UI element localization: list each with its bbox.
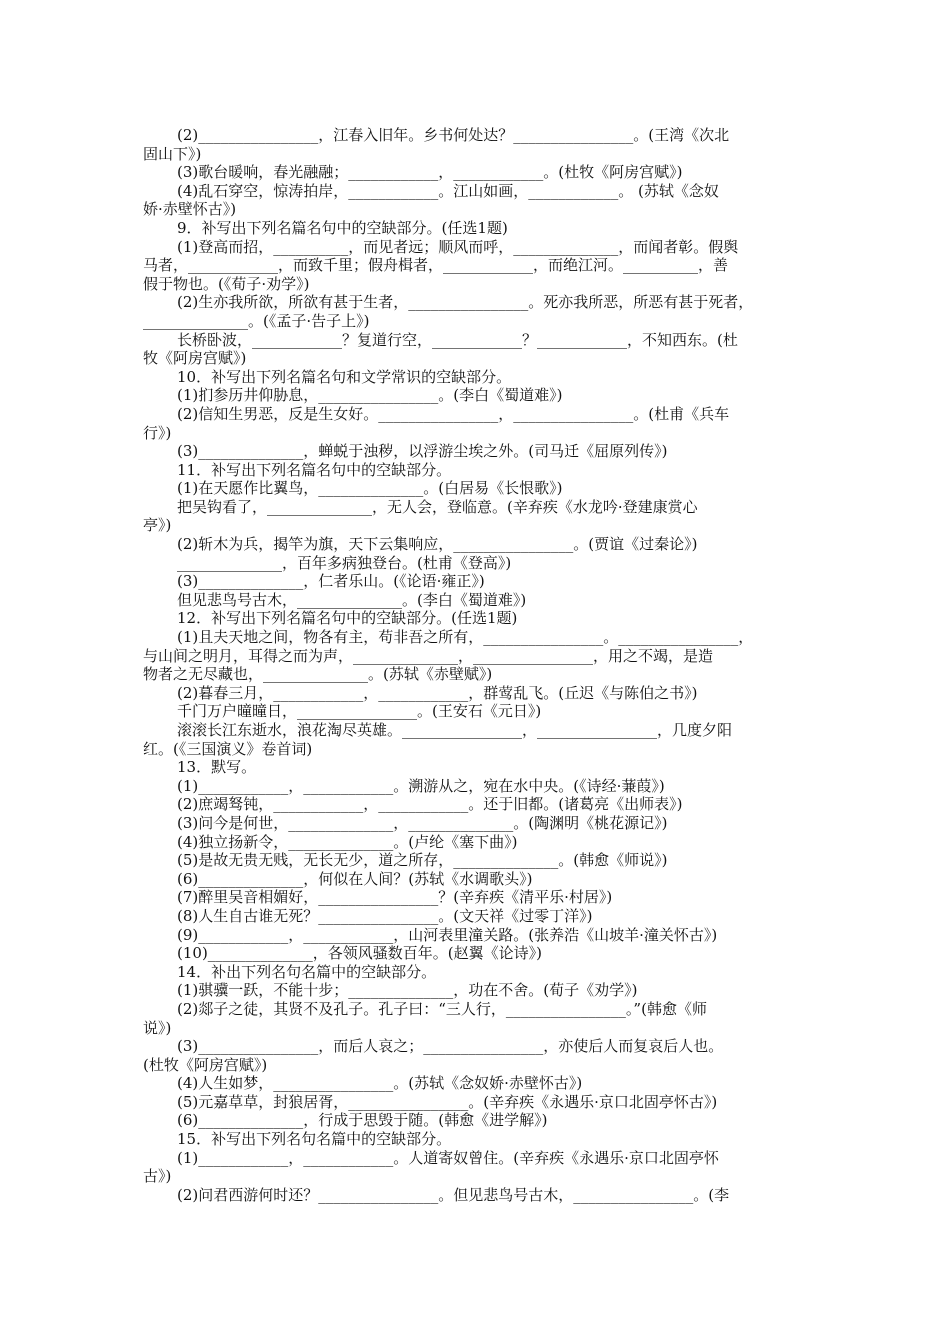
text-line: (5)是故无贵无贱，无长无少，道之所存，______________。(韩愈《师说》) bbox=[177, 851, 668, 870]
text-line: 娇·赤壁怀古》) bbox=[143, 200, 237, 219]
text-line: (1)____________，____________。人道寄奴曾住。(辛弃疾《永遇乐·京口北固亭怀 bbox=[177, 1148, 719, 1167]
text-line: (1)____________，____________。溯游从之，宛在水中央。(《诗经·蒹葭》) bbox=[177, 776, 665, 795]
text-line: 滚滚长江东逝水，浪花淘尽英雄。________________，________________，几度夕阳 bbox=[177, 721, 733, 739]
document-body bbox=[143, 126, 811, 1204]
text-line: (2)暮春三月，____________，____________，群莺乱飞。(丘迟《与陈伯之书》) bbox=[177, 683, 698, 702]
text-line: 12．补写出下列名篇名句中的空缺部分。(任选1题) bbox=[177, 609, 518, 628]
text-line: 长桥卧波，____________？复道行空，____________？____________，不知西东。(杜 bbox=[177, 330, 738, 349]
text-line: (3)________________，而后人哀之；________________，亦使后人而复哀后人也。 bbox=[177, 1037, 724, 1056]
text-line: (1)登高而招，__________，而见者远；顺风而呼，______________，而闻者彰。假舆 bbox=[177, 237, 739, 256]
text-line: ______________。(《孟子·告子上》) bbox=[143, 311, 370, 330]
text-line: 15．补写出下列名句名篇中的空缺部分。 bbox=[177, 1130, 452, 1149]
text-line: (9)____________，____________，山河表里潼关路。(张养浩《山坡羊·潼关怀古》) bbox=[177, 925, 718, 944]
text-line: (1)骐骥一跃，不能十步；______________，功在不舍。(荀子《劝学》) bbox=[177, 981, 638, 1000]
text-line: 13．默写。 bbox=[177, 758, 257, 777]
text-line: (5)元嘉草草，封狼居胥，________________。(辛弃疾《永遇乐·京口北固亭怀古》) bbox=[177, 1092, 718, 1111]
text-line: (杜牧《阿房宫赋》) bbox=[143, 1055, 268, 1074]
text-line: (7)醉里吴音相媚好，________________？(辛弃疾《清平乐·村居》) bbox=[177, 888, 613, 907]
text-line: 与山间之明月，耳得之而为声，______________，________________，用之不竭，是造 bbox=[143, 646, 714, 665]
text-line: 11．补写出下列名篇名句中的空缺部分。 bbox=[177, 460, 452, 479]
text-line: 假于物也。(《荀子·劝学》) bbox=[143, 274, 310, 293]
text-line: ______________，百年多病独登台。(杜甫《登高》) bbox=[177, 553, 512, 572]
text-line: (2)斩木为兵，揭竿为旗，天下云集响应，________________。(贾谊《过秦论》) bbox=[177, 535, 698, 554]
text-line: 9．补写出下列名篇名句中的空缺部分。(任选1题) bbox=[177, 218, 508, 237]
text-line: 马者，____________，而致千里；假舟楫者，____________，而绝江河。__________，善 bbox=[143, 256, 729, 275]
text-line: 14．补出下列名句名篇中的空缺部分。 bbox=[177, 962, 437, 981]
text-line: (1)扪参历井仰胁息，________________。(李白《蜀道难》) bbox=[177, 386, 563, 405]
text-line: (2)郯子之徒，其贤不及孔子。孔子曰：“三人行，________________。”(韩愈《师 bbox=[177, 999, 707, 1018]
text-line: 把吴钩看了，______________，无人会，登临意。(辛弃疾《水龙吟·登建康赏心 bbox=[177, 497, 698, 516]
text-line: (2)生亦我所欲，所欲有甚于生者，________________。死亦我所恶，所恶有甚于死者， bbox=[177, 293, 754, 312]
text-line: 牧《阿房宫赋》) bbox=[143, 349, 247, 368]
text-line: (3)______________，仁者乐山。(《论语·雍正》) bbox=[177, 572, 485, 591]
text-line: (1)在天愿作比翼鸟，______________。(白居易《长恨歌》) bbox=[177, 479, 563, 498]
text-line: (3)歌台暖响，春光融融；____________，____________。(杜牧《阿房宫赋》) bbox=[177, 163, 683, 182]
text-line: 行》) bbox=[143, 423, 172, 442]
text-line: 10．补写出下列名篇名句和文学常识的空缺部分。 bbox=[177, 367, 512, 386]
text-line: 说》) bbox=[143, 1018, 172, 1037]
text-line: (2)庶竭驽钝，____________，____________。还于旧都。(诸葛亮《出师表》) bbox=[177, 795, 683, 814]
text-line: (10)______________，各领风骚数百年。(赵翼《论诗》) bbox=[177, 944, 542, 963]
text-line: 千门万户曈曈日，________________。(王安石《元日》) bbox=[177, 702, 542, 721]
text-line: 红。(《三国演义》卷首词) bbox=[143, 739, 313, 758]
text-line: (6)______________，何似在人间？(苏轼《水调歌头》) bbox=[177, 869, 533, 888]
text-line: 物者之无尽藏也，______________。(苏轼《赤壁赋》) bbox=[143, 665, 493, 684]
text-line: (2)________________，江春入旧年。乡书何处达？________________。(王湾《次北 bbox=[177, 126, 730, 144]
text-line: (2)信知生男恶，反是生女好。________________，________________。(杜甫《兵车 bbox=[177, 404, 730, 423]
text-line: (6)______________，行成于思毁于随。(韩愈《进学解》) bbox=[177, 1111, 548, 1130]
text-line: (8)人生自古谁无死？________________。(文天祥《过零丁洋》) bbox=[177, 906, 593, 925]
text-line: (1)且夫天地之间，物各有主，苟非吾之所有，________________。________________， bbox=[177, 628, 754, 647]
text-line: (4)独立扬新令，______________。(卢纶《塞下曲》) bbox=[177, 832, 518, 851]
text-line: 亭》) bbox=[143, 516, 172, 535]
text-line: (3)______________，蝉蜕于浊秽，以浮游尘埃之外。(司马迁《屈原列传》) bbox=[177, 442, 668, 461]
text-line: (2)问君西游何时还？________________。但见悲鸟号古木，________________。(李 bbox=[177, 1185, 730, 1204]
text-line: (4)乱石穿空，惊涛拍岸，____________。江山如画，____________。 (苏轼《念奴 bbox=[177, 181, 719, 200]
text-line: 固山下》) bbox=[143, 144, 202, 163]
text-line: 但见悲鸟号古木，______________。(李白《蜀道难》) bbox=[177, 590, 527, 609]
text-line: (4)人生如梦，________________。(苏轼《念奴娇·赤壁怀古》) bbox=[177, 1074, 583, 1093]
text-line: 古》) bbox=[143, 1167, 172, 1186]
text-line: (3)问今是何世，______________，______________。(陶渊明《桃花源记》) bbox=[177, 813, 668, 832]
